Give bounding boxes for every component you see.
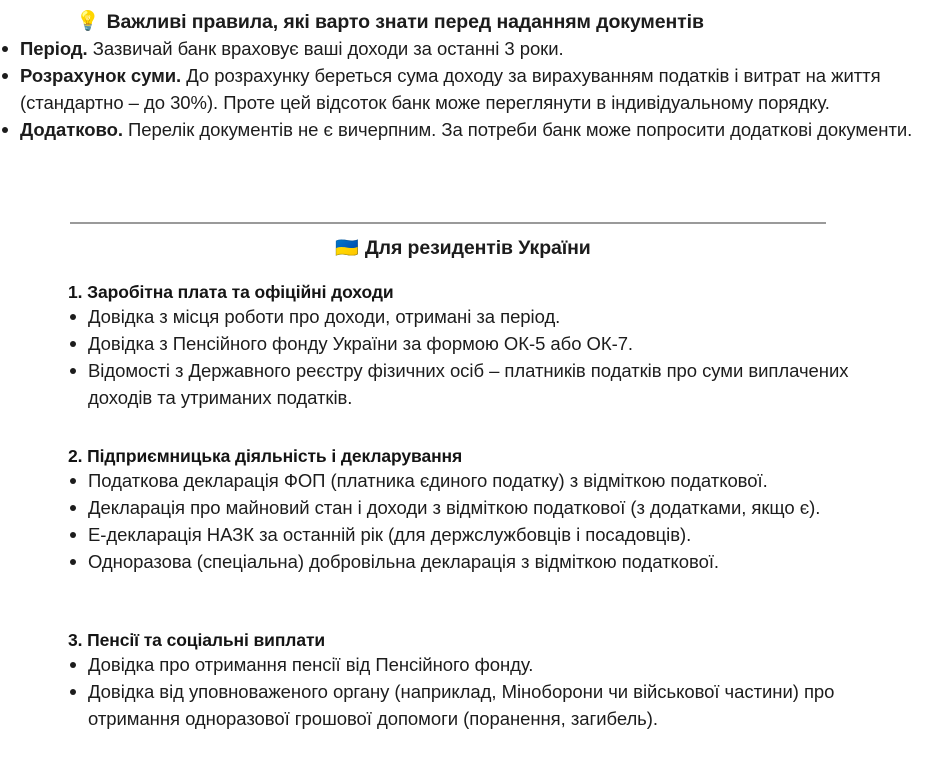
list-item: Відомості з Державного реєстру фізичних осіб – платників податків про суми виплачених доходів та утриманих податків.	[68, 357, 856, 411]
section-bullet-list	[68, 651, 856, 732]
section-salary	[68, 282, 856, 411]
bullet-text: Перелік документів не є вичерпним. За потреби банк може попросити додаткові документи.	[122, 119, 913, 141]
list-item: Довідка від уповноваженого органу (наприклад, Міноборони чи військової частини) про отримання одноразової грошової допомоги (поранення, загибель).	[68, 678, 856, 732]
list-item	[0, 116, 926, 143]
section-pensions	[68, 630, 856, 732]
intro-bullet-list	[0, 35, 926, 143]
section-title: 3. Пенсії та соціальні виплати	[68, 630, 326, 650]
lightbulb-icon: 💡	[76, 11, 100, 32]
list-item: Довідка з Пенсійного фонду України за формою ОК-5 або ОК-7.	[68, 330, 856, 357]
bullet-lead: Період.	[20, 38, 88, 60]
section-bullet-list	[68, 467, 856, 575]
section-title: 2. Підприємницька діяльність і декларування	[68, 446, 463, 466]
list-item: Декларація про майновий стан і доходи з відміткою податкової (з додатками, якщо є).	[68, 494, 856, 521]
bullet-lead: Розрахунок суми.	[20, 65, 182, 87]
list-item	[0, 35, 926, 62]
list-item: Одноразова (спеціальна) добровільна декларація з відміткою податкової.	[68, 548, 856, 575]
country-heading	[0, 236, 926, 260]
section-bullet-list	[68, 303, 856, 411]
bullet-text: До розрахунку береться сума доходу за вирахуванням податків і витрат на життя (стандартно – до 30%). Проте цей відсоток банк може переглянути в індивідуальному порядку.	[20, 65, 881, 114]
section-divider	[70, 222, 826, 224]
list-item: Довідка з місця роботи про доходи, отримані за період.	[68, 303, 856, 330]
intro-heading-text: Важливі правила, які варто знати перед наданням документів	[106, 11, 704, 33]
section-title: 1. Заробітна плата та офіційні доходи	[68, 282, 394, 302]
list-item	[0, 62, 926, 116]
list-item: Е-декларація НАЗК за останній рік (для держслужбовців і посадовців).	[68, 521, 856, 548]
list-item: Податкова декларація ФОП (платника єдиного податку) з відміткою податкової.	[68, 467, 856, 494]
bullet-lead: Додатково.	[20, 119, 123, 141]
country-heading-text: Для резидентів України	[364, 237, 591, 259]
section-business	[68, 446, 856, 575]
ukraine-flag-icon: 🇺🇦	[335, 238, 359, 259]
bullet-text: Зазвичай банк враховує ваші доходи за останні 3 роки.	[87, 38, 564, 60]
list-item: Довідка про отримання пенсії від Пенсійного фонду.	[68, 651, 856, 678]
intro-heading	[0, 0, 926, 35]
